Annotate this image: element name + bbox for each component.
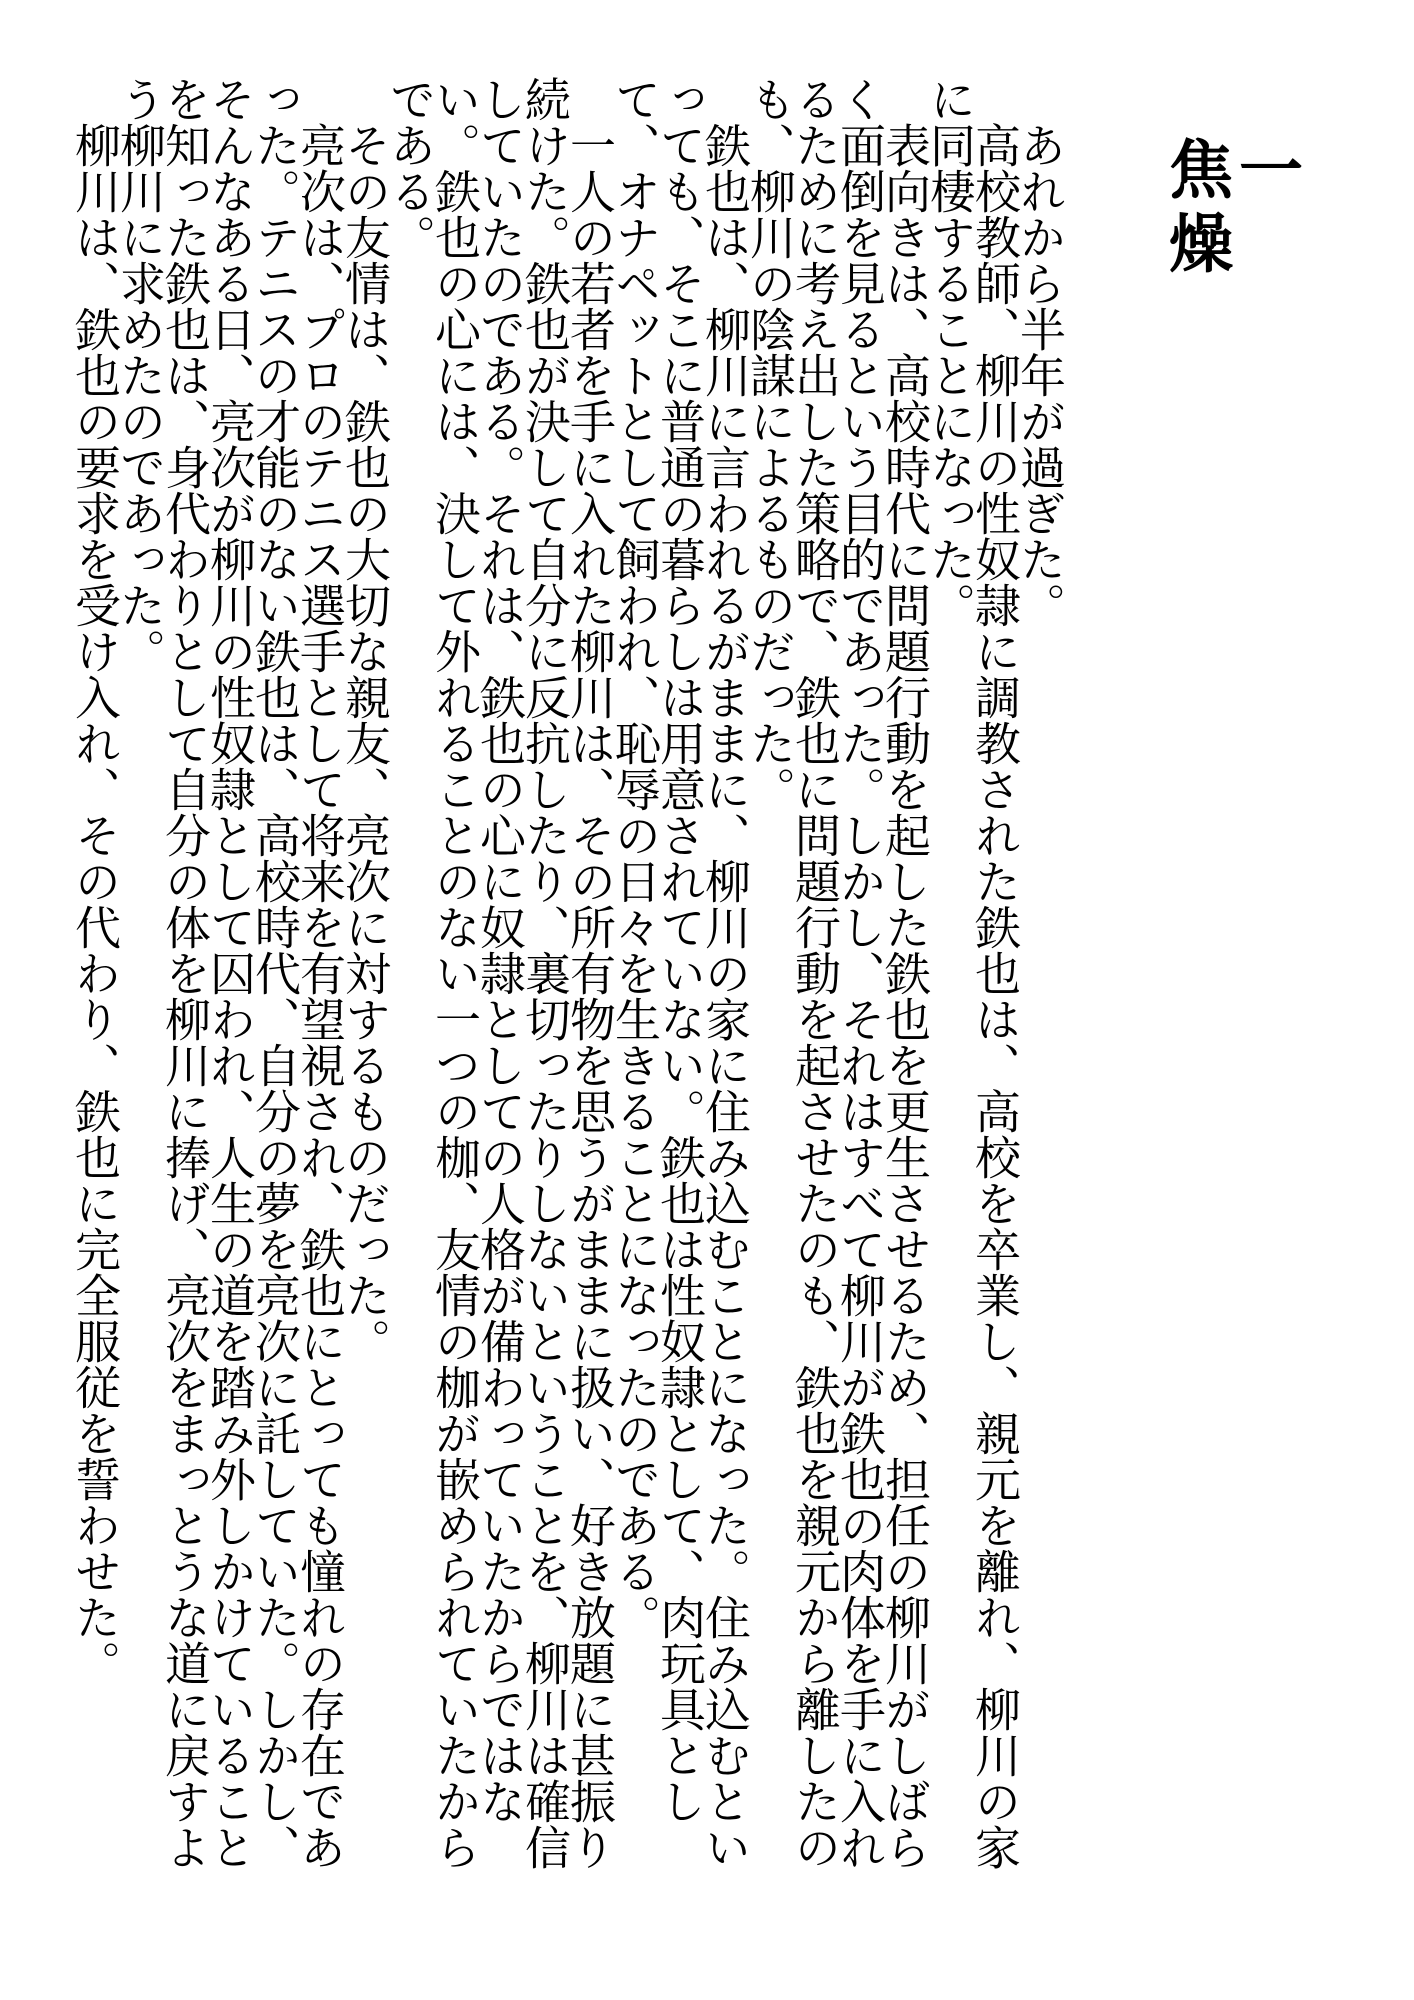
chapter-number: 一 (1228, 136, 1302, 210)
chapter-heading (1160, 136, 1300, 284)
body-text (68, 76, 1067, 1896)
paragraph-4: 鉄也は、柳川に言われるがままに、柳川の家に住み込むことになった。住み込むといっても、そこに普通の暮らしは用意されていない。鉄也は性奴隷として、肉玩具として、オナペットとして飼われ、恥辱の日々を生きることになったのである。 (608, 76, 752, 1870)
paragraph-2: 高校教師、柳川の性奴隷に調教された鉄也は、高校を卒業し、親元を離れ、柳川の家に同棲することになった。 (923, 76, 1022, 1870)
paragraph-3: 表向きは、高校時代に問題行動を起した鉄也を更生させるため、担任の柳川がしばらく面倒を見るという目的であった。しかし、それはすべて柳川が鉄也の肉体を手に入れるために考え出した策略で、鉄也に問題行動を起させたのも、鉄也を親元から離したのも、柳川の陰謀によるものだった。 (743, 76, 932, 1870)
paragraph-6: その友情は、鉄也の大切な親友、亮次に対するものだった。 (338, 122, 392, 1364)
paragraph-8: 柳川は、鉄也の要求を受け入れ、その代わり、鉄也に完全服従を誓わせた。 (68, 122, 122, 1686)
paragraph-1: あれから半年が過ぎた。 (1013, 122, 1067, 628)
paragraph-5: 一人の若者を手に入れた柳川は、その所有物を思うがままに扱い、好き放題に甚振り続けた。鉄也が決して自分に反抗したり、裏切ったりしないということを、柳川は確信していたのである。それは、鉄也の心に奴隷としての人格が備わっていたからではない。鉄也の心には、決して外れることのない一つの枷、友情の枷が嵌められていたからである。 (383, 76, 617, 1870)
chapter-title: 焦燥 (1158, 136, 1232, 284)
paragraph-7: 亮次は、プロのテニス選手として将来を有望視され、鉄也にとっても憧れの存在であった。テニスの才能のない鉄也は、高校時代、自分の夢を亮次に託していた。しかし、そんなある日、亮次が柳川の性奴隷として囚われ、人生の道を踏み外しかけていることを知った鉄也は、身代わりとして自分の体を柳川に捧げ、亮次をまっとうな道に戻すよう柳川に求めたのであった。 (113, 76, 347, 1870)
